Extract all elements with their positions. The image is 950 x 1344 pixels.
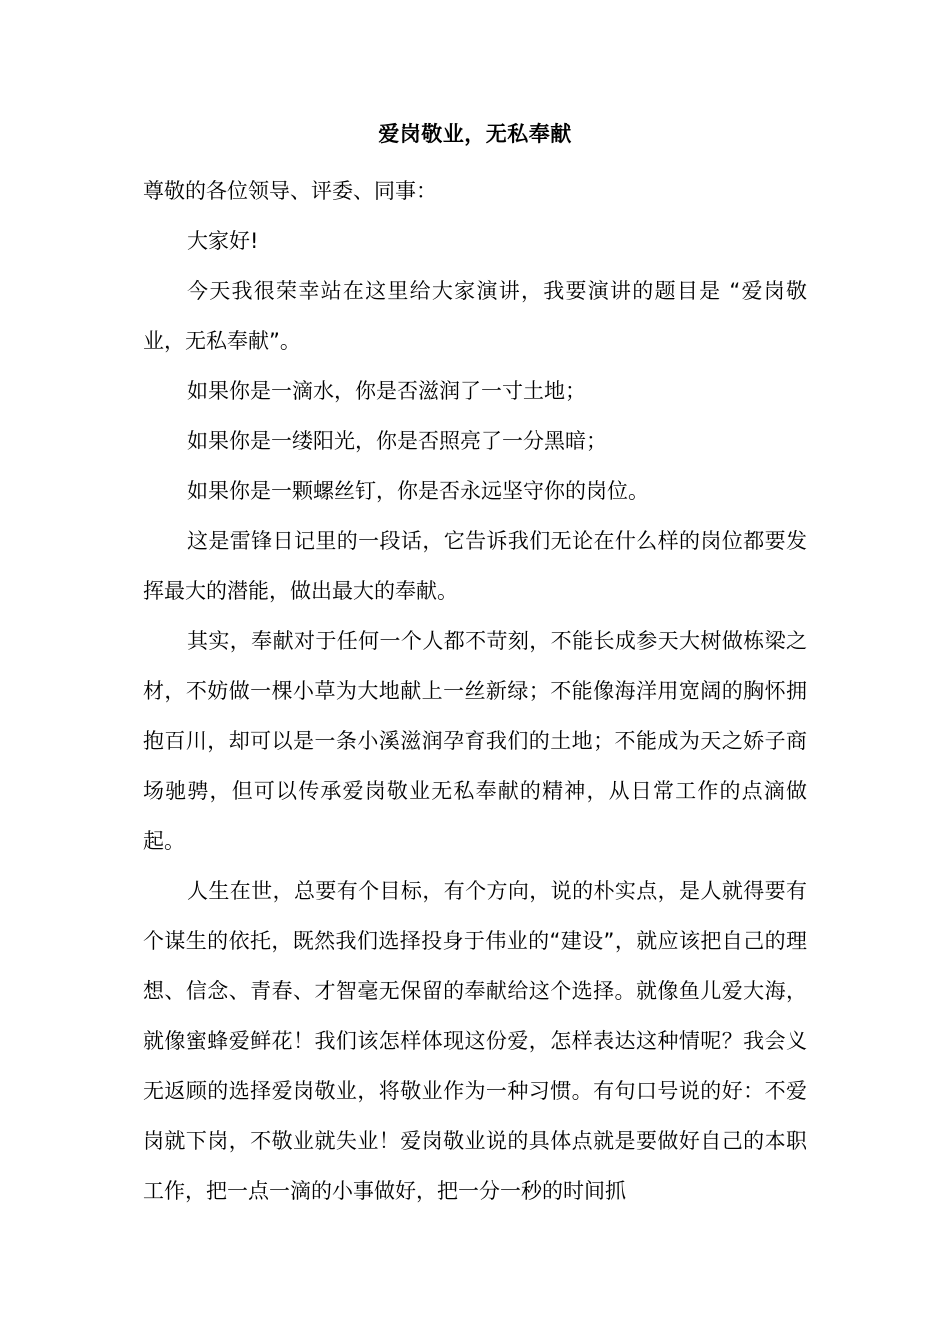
salutation: 尊敬的各位领导、评委、同事： (143, 179, 437, 203)
paragraph-leifeng: 这是雷锋日记里的一段话，它告诉我们无论在什么样的岗位都要发挥最大的潜能，做出最大的奉献。 (143, 529, 807, 603)
paragraph-quote-line-1: 如果你是一滴水，你是否滋润了一寸土地； (187, 379, 586, 403)
paragraph-quote-line-2: 如果你是一缕阳光，你是否照亮了一分黑暗； (187, 429, 607, 453)
paragraph-intro: 今天我很荣幸站在这里给大家演讲，我要演讲的题目是 “爱岗敬业，无私奉献”。 (143, 279, 807, 353)
paragraph-quote-line-3: 如果你是一颗螺丝钉，你是否永远坚守你的岗位。 (187, 479, 649, 503)
paragraph-greeting: 大家好! (187, 229, 259, 253)
paragraph-life-goal: 人生在世，总要有个目标，有个方向，说的朴实点，是人就得要有个谋生的依托，既然我们选择投身于伟业的“建设”，就应该把自己的理想、信念、青春、才智毫无保留的奉献给这个选择。就像鱼儿爱大海，就像蜜蜂爱鲜花！我们该怎样体现这份爱，怎样表达这种情呢？我会义无返顾的选择爱岗敬业，将敬业作为一种习惯。有句口号说的好：不爱岗就下岗，不敬业就失业！爱岗敬业说的具体点就是要做好自己的本职工作，把一点一滴的小事做好，把一分一秒的时间抓 (143, 879, 807, 1203)
document-body (143, 166, 807, 1216)
document-title: 爱岗敬业，无私奉献 (378, 122, 572, 146)
paragraph-dedication: 其实，奉献对于任何一个人都不苛刻，不能长成参天大树做栋梁之材，不妨做一棵小草为大地献上一丝新绿；不能像海洋用宽阔的胸怀拥抱百川，却可以是一条小溪滋润孕育我们的土地；不能成为天之娇子商场驰骋，但可以传承爱岗敬业无私奉献的精神，从日常工作的点滴做起。 (143, 629, 807, 853)
